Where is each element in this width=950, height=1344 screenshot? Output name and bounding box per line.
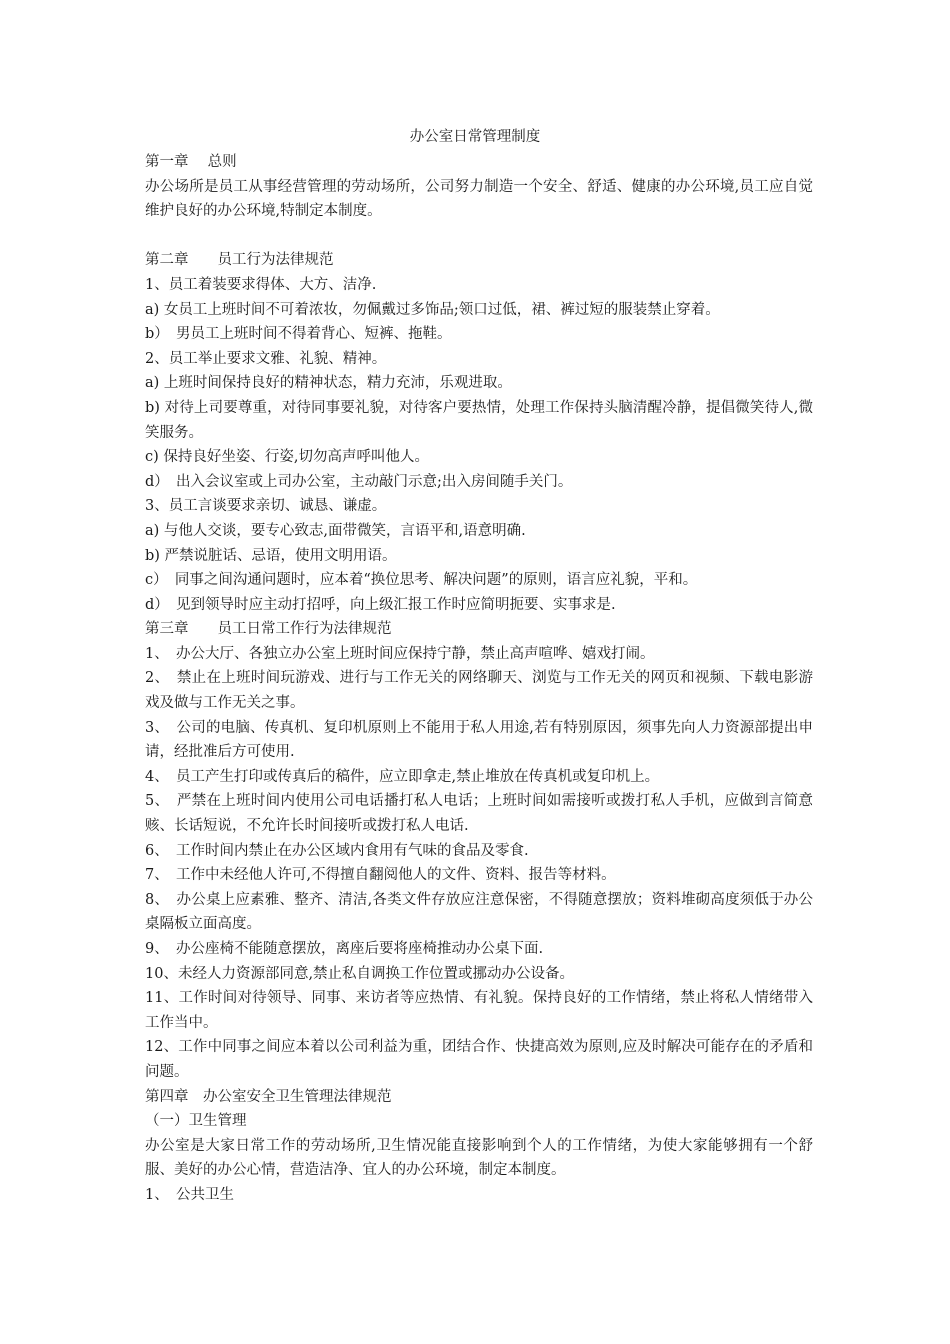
list-item: b) 严禁说脏话、忌语，使用文明用语。 bbox=[145, 547, 397, 564]
list-item: 9、 办公座椅不能随意摆放，离座后要将座椅推动办公桌下面. bbox=[145, 941, 544, 957]
list-item: a) 女员工上班时间不可着浓妆，勿佩戴过多饰品;领口过低，裙、裤过短的服装禁止穿着。 bbox=[145, 301, 720, 318]
list-item: 3、员工言谈要求亲切、诚恳、谦虚。 bbox=[145, 498, 387, 515]
list-item: 6、 工作时间内禁止在办公区域内食用有气味的食品及零食. bbox=[145, 842, 529, 859]
list-item: 11、工作时间对待领导、同事、来访者等应热情、有礼貌。保持良好的工作情绪，禁止将私人情绪带入工作当中。 bbox=[145, 990, 813, 1031]
paragraph: 办公室是大家日常工作的劳动场所,卫生情况能直接影响到个人的工作情绪，为使大家能够拥有一个舒服、美好的办公心情，营造洁净、宜人的办公环境，制定本制度。 bbox=[145, 1137, 813, 1179]
list-item: d） 出入会议室或上司办公室，主动敲门示意;出入房间随手关门。 bbox=[145, 473, 573, 490]
chapter-3-heading: 第三章 员工日常工作行为法律规范 bbox=[145, 621, 392, 638]
section-heading: （一）卫生管理 bbox=[145, 1113, 247, 1130]
list-item: 12、工作中同事之间应本着以公司利益为重，团结合作、快捷高效为原则,应及时解决可能存在的矛盾和问题。 bbox=[145, 1039, 813, 1080]
chapter-4-heading: 第四章 办公室安全卫生管理法律规范 bbox=[145, 1088, 392, 1105]
list-item: d） 见到领导时应主动打招呼，向上级汇报工作时应简明扼要、实事求是. bbox=[145, 596, 616, 613]
list-item: c) 保持良好坐姿、行姿,切勿高声呼叫他人。 bbox=[145, 449, 429, 466]
list-item: b） 男员工上班时间不得着背心、短裤、拖鞋。 bbox=[145, 326, 452, 343]
chapter-2-heading: 第二章 员工行为法律规范 bbox=[145, 252, 334, 269]
list-item: b) 对待上司要尊重，对待同事要礼貌，对待客户要热情，处理工作保持头脑清醒冷静，提倡微笑待人,微笑服务。 bbox=[145, 399, 813, 441]
list-item: 1、 公共卫生 bbox=[145, 1186, 234, 1203]
list-item: 7、 工作中未经他人许可,不得擅自翻阅他人的文件、资料、报告等材料。 bbox=[145, 867, 616, 884]
list-item: 4、 员工产生打印或传真后的稿件，应立即拿走,禁止堆放在传真机或复印机上。 bbox=[145, 768, 660, 785]
list-item: 2、 禁止在上班时间玩游戏、进行与工作无关的网络聊天、浏览与工作无关的网页和视频、下载电影游戏及做与工作无关之事。 bbox=[145, 670, 813, 712]
list-item: c） 同事之间沟通问题时，应本着“换位思考、解决问题”的原则，语言应礼貌，平和。 bbox=[145, 572, 698, 589]
paragraph: 办公场所是员工从事经营管理的劳动场所，公司努力制造一个安全、舒适、健康的办公环境,员工应自觉维护良好的办公环境,特制定本制度。 bbox=[145, 178, 813, 220]
list-item: 5、 严禁在上班时间内使用公司电话播打私人电话；上班时间如需接听或拨打私人手机，应做到言简意赅、长话短说，不允许长时间接听或拨打私人电话. bbox=[145, 793, 813, 835]
list-item: a) 与他人交谈，要专心致志,面带微笑，言语平和,语意明确. bbox=[145, 522, 526, 539]
blank-line bbox=[145, 224, 813, 249]
list-item: a) 上班时间保持良好的精神状态，精力充沛，乐观进取。 bbox=[145, 375, 512, 392]
list-item: 2、员工举止要求文雅、礼貌、精神。 bbox=[145, 350, 387, 367]
list-item: 8、 办公桌上应素雅、整齐、清洁,各类文件存放应注意保密，不得随意摆放；资料堆砌高度须低于办公桌隔板立面高度。 bbox=[145, 891, 813, 933]
list-item: 10、未经人力资源部同意,禁止私自调换工作位置或挪动办公设备。 bbox=[145, 965, 575, 982]
document-title: 办公室日常管理制度 bbox=[409, 129, 541, 145]
list-item: 3、 公司的电脑、传真机、复印机原则上不能用于私人用途,若有特别原因，须事先向人力资源部提出申请，经批准后方可使用. bbox=[145, 719, 813, 761]
chapter-1-heading: 第一章 总则 bbox=[145, 154, 237, 170]
document-page bbox=[145, 124, 813, 1208]
document-body bbox=[145, 150, 813, 1208]
list-item: 1、 办公大厅、各独立办公室上班时间应保持宁静，禁止高声喧哗、嬉戏打闹。 bbox=[145, 645, 655, 662]
list-item: 1、员工着装要求得体、大方、洁净. bbox=[145, 276, 377, 293]
